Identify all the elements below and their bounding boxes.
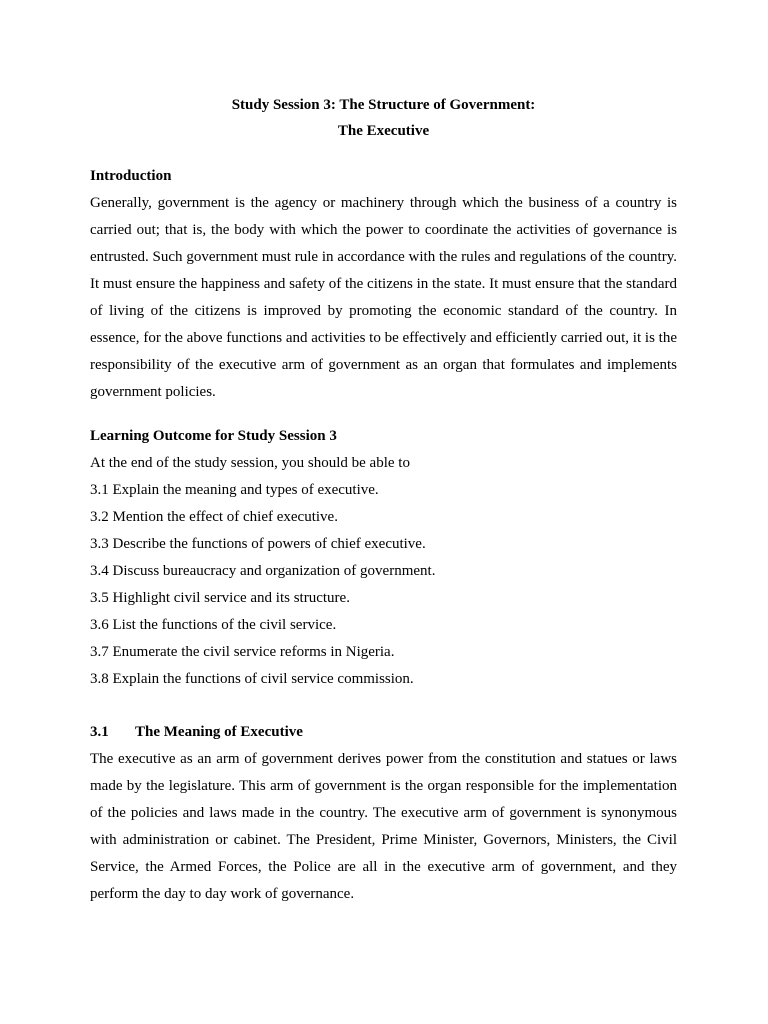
learning-outcome-item: 3.4 Discuss bureaucracy and organization of government. [90,563,436,579]
document-title: Study Session 3: The Structure of Government: [231,97,536,113]
section-number: 3.1 [90,724,109,740]
learning-outcome-item: 3.2 Mention the effect of chief executive. [90,509,338,525]
learning-outcome-item: 3.5 Highlight civil service and its structure. [90,590,350,606]
learning-outcome-lead: At the end of the study session, you should be able to [90,455,410,471]
section-title: The Meaning of Executive [135,724,303,740]
section-paragraph: The executive as an arm of government derives power from the constitution and statues or laws made by the legislature. This arm of government is the organ responsible for the implementation of the policies and laws made in the country. The executive arm of government is synonymous with administration or cabinet. The President, Prime Minister, Governors, Ministers, the Civil Service, the Armed Forces, the Police are all in the executive arm of government, and they perform the day to day work of governance. [90,751,677,902]
spacer [90,144,677,163]
learning-outcome-item: 3.3 Describe the functions of powers of chief executive. [90,536,426,552]
learning-outcome-heading: Learning Outcome for Study Session 3 [90,428,337,444]
document-page [90,92,677,908]
section-heading [90,719,677,746]
learning-outcome-item: 3.1 Explain the meaning and types of executive. [90,482,379,498]
learning-outcome-item: 3.8 Explain the functions of civil service commission. [90,671,414,687]
spacer [90,693,677,719]
introduction-heading: Introduction [90,168,172,184]
spacer [90,406,677,423]
learning-outcome-item: 3.7 Enumerate the civil service reforms in Nigeria. [90,644,395,660]
learning-outcome-item: 3.6 List the functions of the civil service. [90,617,337,633]
introduction-paragraph: Generally, government is the agency or machinery through which the business of a country is carried out; that is, the body with which the power to coordinate the activities of governance is entrusted. Such government must rule in accordance with the rules and regulations of the country. It must ensure the happiness and safety of the citizens in the state. It must ensure that the standard of living of the citizens is improved by promoting the economic standard of the country. In essence, for the above functions and activities to be effectively and efficiently carried out, it is the responsibility of the executive arm of government as an organ that formulates and implements government policies. [90,195,677,400]
document-subtitle: The Executive [337,123,430,139]
